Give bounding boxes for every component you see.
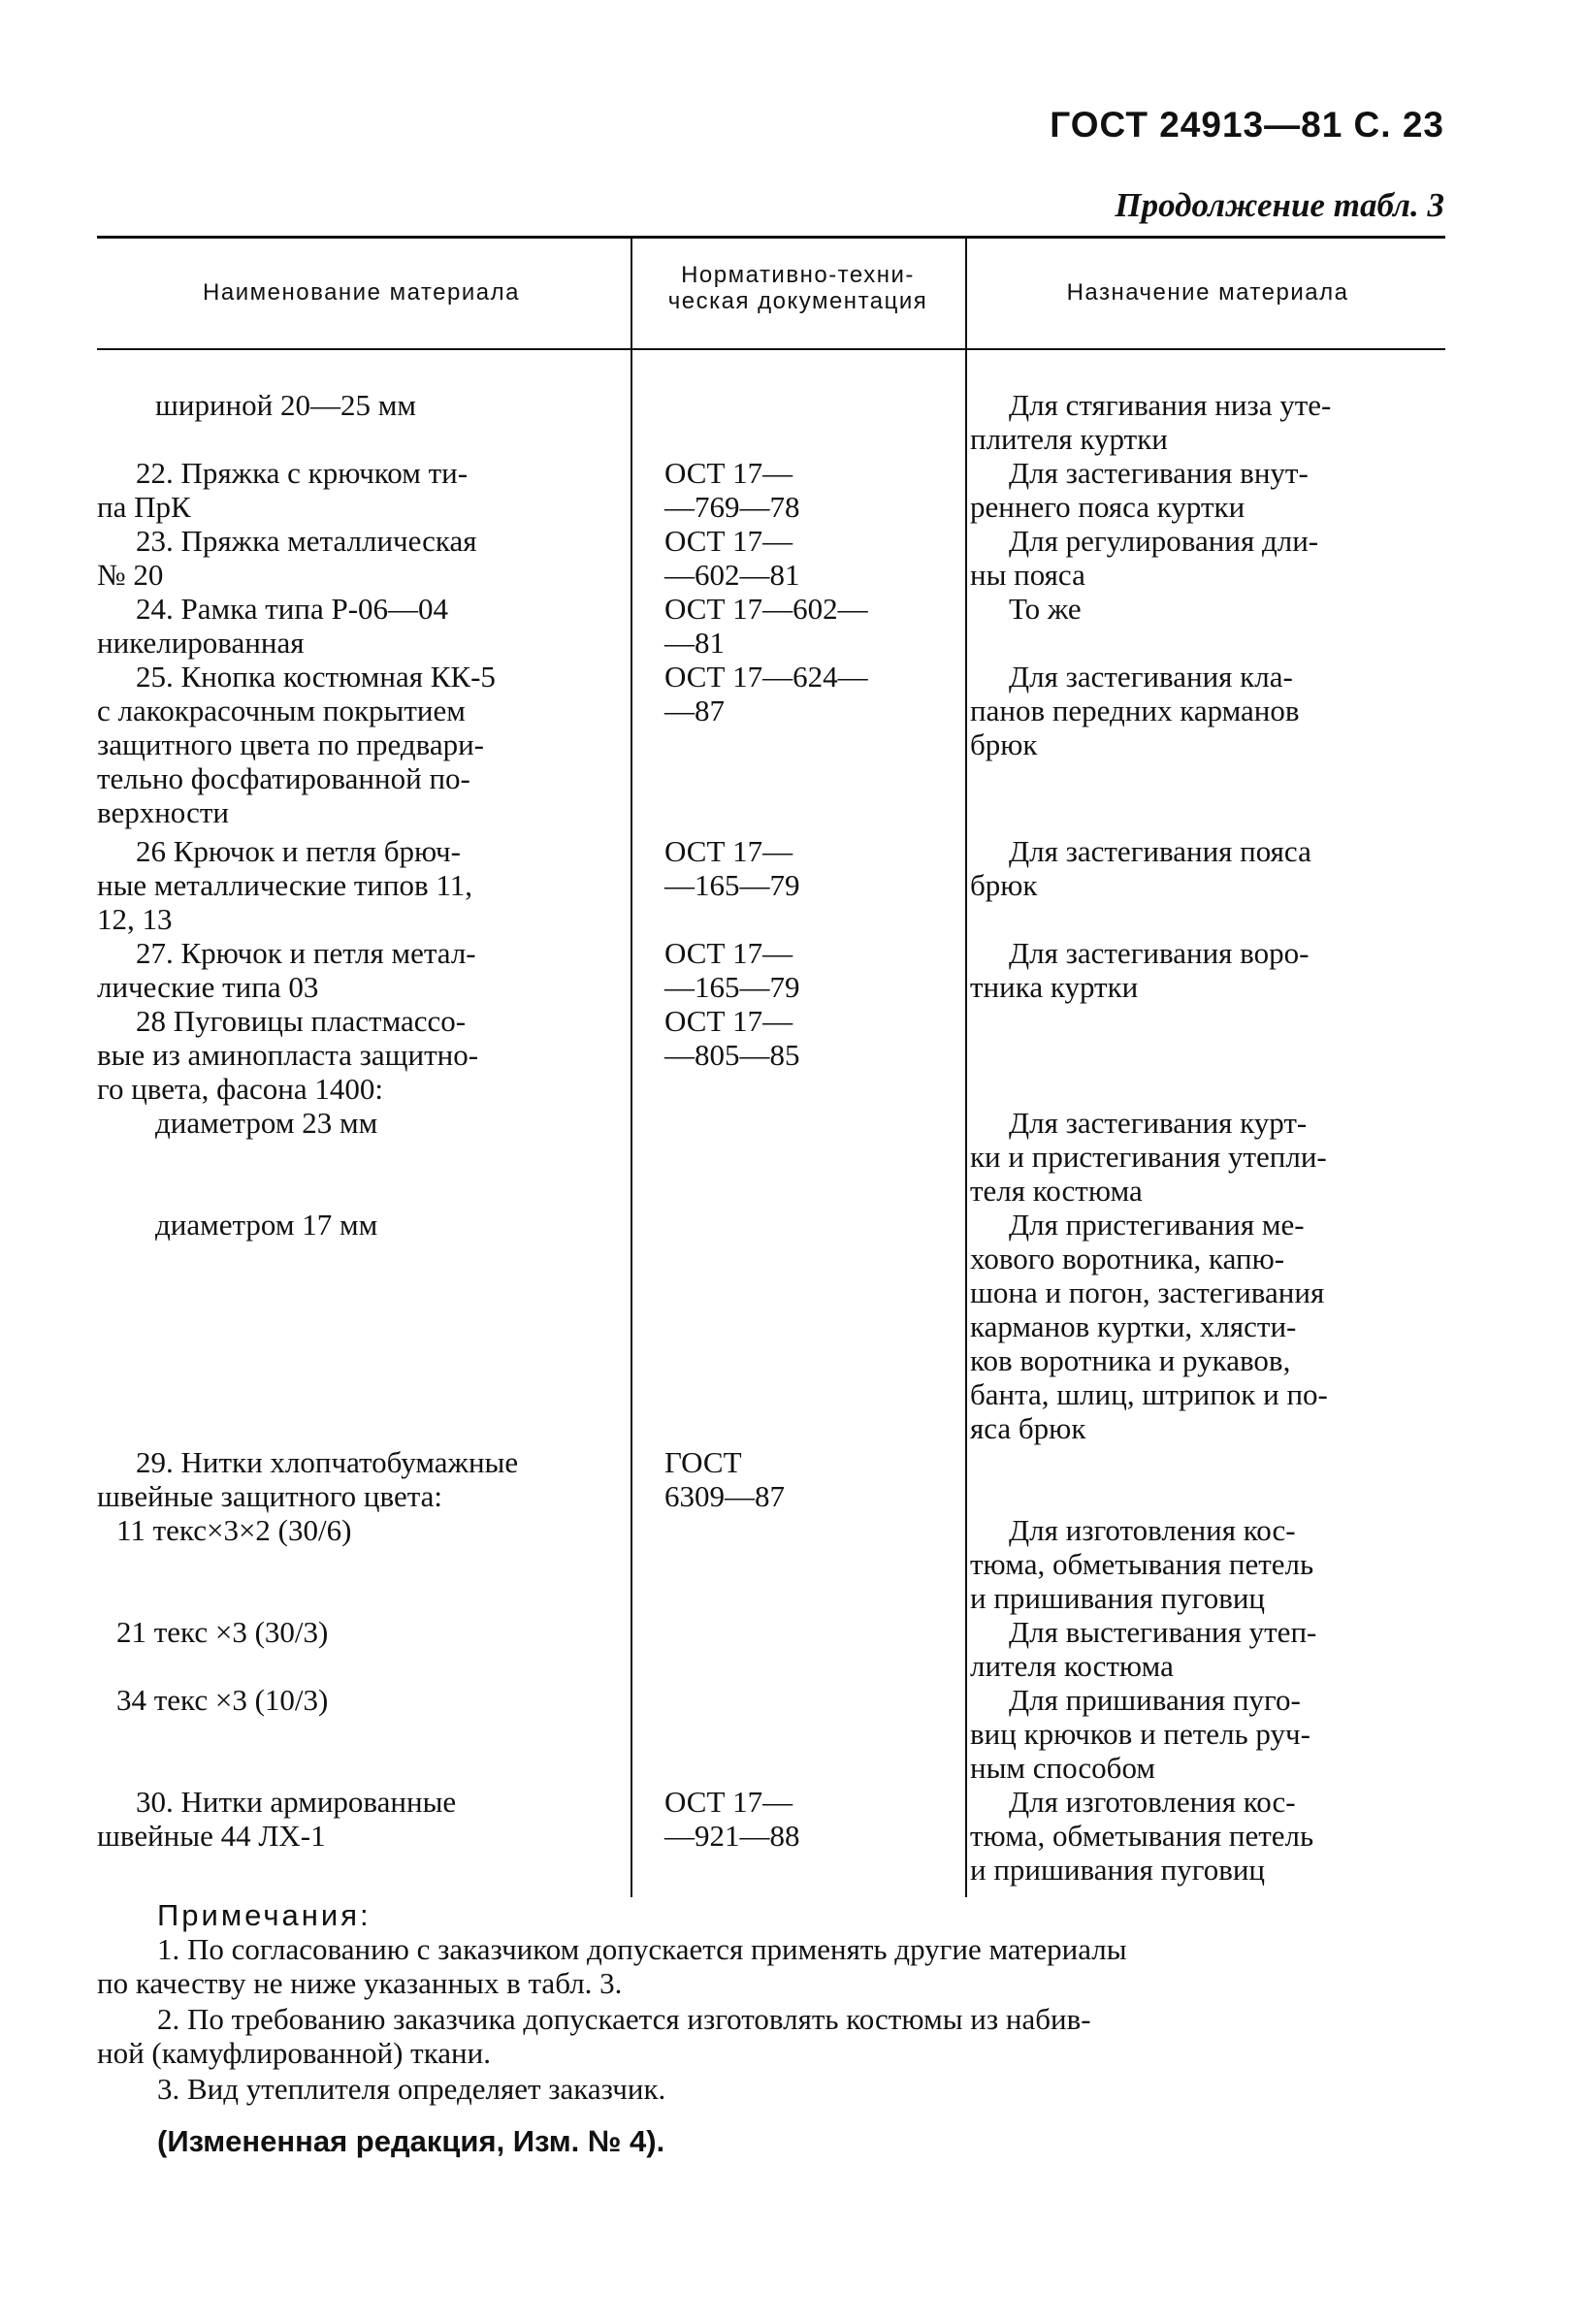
table-cell-name: 23. Пряжка металлическая bbox=[136, 524, 477, 558]
table-cell-doc: ОСТ 17— bbox=[664, 834, 793, 868]
table-cell-doc: ОСТ 17—602— bbox=[664, 592, 868, 626]
table-cell-purpose: теля костюма bbox=[970, 1174, 1143, 1208]
table-cell-doc: —805—85 bbox=[664, 1038, 800, 1072]
table-cell-purpose: ным способом bbox=[970, 1751, 1155, 1785]
table-cell-purpose: банта, шлиц, штрипок и по- bbox=[970, 1377, 1328, 1411]
table-cell-doc: —921—88 bbox=[664, 1819, 800, 1853]
table-cell-name: с лакокрасочным покрытием bbox=[97, 694, 466, 727]
table-cell-name: 12, 13 bbox=[97, 902, 173, 936]
table-cell-doc: —81 bbox=[664, 626, 725, 660]
table-cell-purpose: ки и пристегивания утепли- bbox=[970, 1140, 1327, 1174]
table-cell-purpose: карманов куртки, хлясти- bbox=[970, 1309, 1297, 1343]
table-cell-doc: ОСТ 17— bbox=[664, 1785, 793, 1819]
table-cell-name: шириной 20—25 мм bbox=[155, 388, 416, 422]
table-cell-doc: —602—81 bbox=[664, 558, 800, 592]
table-cell-doc: ОСТ 17— bbox=[664, 936, 793, 970]
table-cell-name: 28 Пуговицы пластмассо- bbox=[136, 1004, 467, 1038]
table-cell-purpose: лителя костюма bbox=[970, 1649, 1174, 1683]
table-cell-name: защитного цвета по предвари- bbox=[97, 727, 484, 761]
notes-title: Примечания: bbox=[157, 1898, 372, 1932]
page-header: ГОСТ 24913—81 С. 23 bbox=[1050, 105, 1444, 145]
table-cell-doc: ОСТ 17— bbox=[664, 456, 793, 490]
table-cell-purpose: Для пристегивания ме- bbox=[1009, 1208, 1305, 1242]
table-cell-name: 22. Пряжка с крючком ти- bbox=[136, 456, 469, 490]
note-1-line-1: 1. По согласованию с заказчиком допускается применять другие материалы bbox=[157, 1932, 1127, 1966]
table-cell-doc: ГОСТ bbox=[664, 1445, 742, 1479]
table-cell-purpose: Для стягивания низа уте- bbox=[1009, 388, 1332, 422]
table-cell-purpose: тюма, обметывания петель bbox=[970, 1819, 1314, 1853]
table-cell-purpose: Для выстегивания утеп- bbox=[1009, 1615, 1317, 1649]
table-cell-doc: ОСТ 17— bbox=[664, 524, 793, 558]
table-cell-purpose: Для изготовления кос- bbox=[1009, 1785, 1296, 1819]
table-cell-doc: —769—78 bbox=[664, 490, 800, 524]
table-cell-name: № 20 bbox=[97, 558, 164, 592]
table-cell-name: ные металлические типов 11, bbox=[97, 868, 473, 902]
amendment-note: (Измененная редакция, Изм. № 4). bbox=[157, 2124, 665, 2158]
table-cell-purpose: реннего пояса куртки bbox=[970, 490, 1245, 524]
column-header-documentation bbox=[635, 262, 960, 314]
table-cell-purpose: ны пояса bbox=[970, 558, 1085, 592]
column-header-purpose: Назначение материала bbox=[1066, 279, 1349, 306]
table-cell-name: 30. Нитки армированные bbox=[136, 1785, 457, 1819]
table-cell-purpose: шона и погон, застегивания bbox=[970, 1275, 1325, 1309]
table-cell-purpose: тюма, обметывания петель bbox=[970, 1547, 1314, 1581]
table-cell-purpose: брюк bbox=[970, 727, 1038, 761]
table-cell-name: тельно фосфатированной по- bbox=[97, 761, 470, 795]
table-cell-name: швейные защитного цвета: bbox=[97, 1479, 443, 1513]
table-cell-purpose: То же bbox=[1009, 592, 1082, 626]
table-cell-name: никелированная bbox=[97, 626, 305, 660]
note-3: 3. Вид утеплителя определяет заказчик. bbox=[157, 2072, 666, 2106]
table-cell-purpose: хового воротника, капю- bbox=[970, 1242, 1285, 1275]
table-cell-name: 25. Кнопка костюмная КК-5 bbox=[136, 660, 496, 694]
table-cell-doc: —165—79 bbox=[664, 868, 800, 902]
table-cell-name: 26 Крючок и петля брюч- bbox=[136, 834, 461, 868]
column-divider-1 bbox=[631, 239, 632, 1897]
table-cell-doc: ОСТ 17—624— bbox=[664, 660, 868, 694]
table-cell-name: па ПрК bbox=[97, 490, 191, 524]
table-cell-doc: ОСТ 17— bbox=[664, 1004, 793, 1038]
table-cell-doc: —165—79 bbox=[664, 970, 800, 1004]
column-header-name: Наименование материала bbox=[203, 279, 520, 306]
table-top-rule bbox=[97, 236, 1445, 239]
table-cell-name: диаметром 23 мм bbox=[155, 1106, 378, 1140]
table-cell-purpose: Для застегивания пояса bbox=[1009, 834, 1311, 868]
table-cell-purpose: Для пришивания пуго- bbox=[1009, 1683, 1301, 1717]
table-cell-purpose: и пришивания пуговиц bbox=[970, 1853, 1266, 1887]
table-cell-name: 11 текс×3×2 (30/6) bbox=[116, 1513, 352, 1547]
table-cell-name: вые из аминопласта защитно- bbox=[97, 1038, 479, 1072]
table-cell-name: верхности bbox=[97, 795, 229, 829]
table-cell-purpose: Для застегивания внут- bbox=[1009, 456, 1309, 490]
table-cell-name: 29. Нитки хлопчатобумажные bbox=[136, 1445, 519, 1479]
table-cell-doc: 6309—87 bbox=[664, 1479, 785, 1513]
table-cell-name: 34 текс ×3 (10/3) bbox=[116, 1683, 329, 1717]
table-cell-purpose: яса брюк bbox=[970, 1411, 1086, 1445]
table-cell-purpose: Для изготовления кос- bbox=[1009, 1513, 1296, 1547]
table-cell-purpose: брюк bbox=[970, 868, 1038, 902]
table-cell-name: диаметром 17 мм bbox=[155, 1208, 378, 1242]
table-header-rule bbox=[97, 348, 1445, 350]
table-cell-name: 27. Крючок и петля метал- bbox=[136, 936, 476, 970]
table-cell-doc: —87 bbox=[664, 694, 725, 727]
column-divider-2 bbox=[965, 239, 967, 1897]
table-cell-purpose: плителя куртки bbox=[970, 422, 1168, 456]
table-cell-name: 24. Рамка типа Р-06—04 bbox=[136, 592, 449, 626]
table-cell-purpose: Для застегивания курт- bbox=[1009, 1106, 1308, 1140]
table-continuation-label: Продолжение табл. 3 bbox=[1115, 186, 1444, 224]
table-cell-name: лические типа 03 bbox=[97, 970, 319, 1004]
table-cell-purpose: тника куртки bbox=[970, 970, 1139, 1004]
table-cell-purpose: панов передних карманов bbox=[970, 694, 1300, 727]
table-cell-purpose: ков воротника и рукавов, bbox=[970, 1343, 1291, 1377]
table-cell-purpose: Для застегивания воро- bbox=[1009, 936, 1310, 970]
table-cell-name: швейные 44 ЛХ-1 bbox=[97, 1819, 326, 1853]
column-header-documentation-line: Нормативно-техни- bbox=[681, 262, 915, 288]
table-cell-purpose: Для регулирования дли- bbox=[1009, 524, 1319, 558]
table-cell-purpose: и пришивания пуговиц bbox=[970, 1581, 1266, 1615]
note-2-line-1: 2. По требованию заказчика допускается изготовлять костюмы из набив- bbox=[157, 2002, 1091, 2036]
table-cell-name: го цвета, фасона 1400: bbox=[97, 1072, 383, 1106]
table-cell-purpose: Для застегивания кла- bbox=[1009, 660, 1293, 694]
note-1-line-2: по качеству не ниже указанных в табл. 3. bbox=[97, 1966, 623, 2000]
table-cell-name: 21 текс ×3 (30/3) bbox=[116, 1615, 329, 1649]
table-cell-purpose: виц крючков и петель руч- bbox=[970, 1717, 1310, 1751]
note-2-line-2: ной (камуфлированной) ткани. bbox=[97, 2036, 491, 2070]
column-header-documentation-line: ческая документация bbox=[667, 288, 928, 314]
